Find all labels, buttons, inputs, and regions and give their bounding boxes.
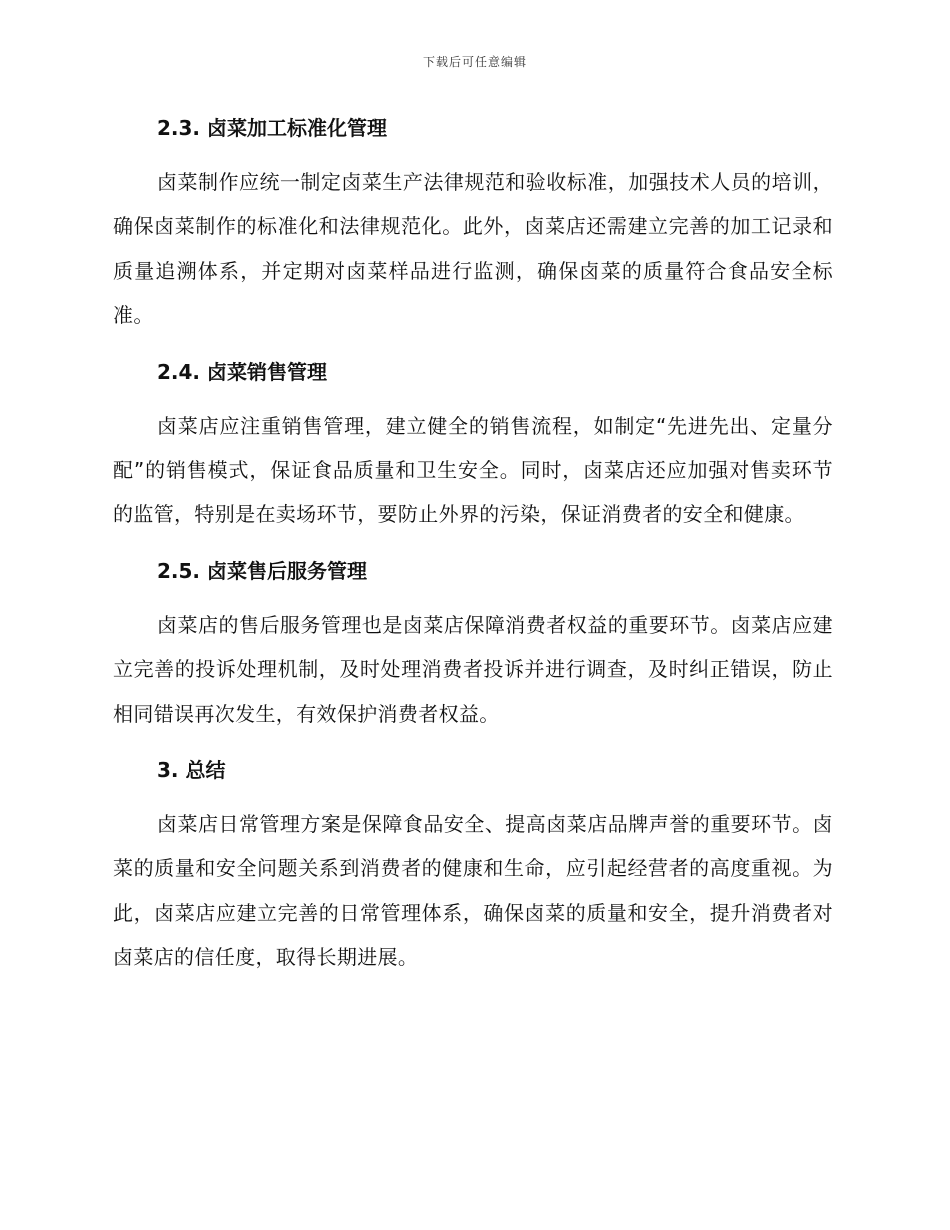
section-heading-3: 3. 总结 — [157, 758, 226, 783]
section-paragraph-2-3: 卤菜制作应统一制定卤菜生产法律规范和验收标准，加强技术人员的培训，确保卤菜制作的标准化和法律规范化。此外，卤菜店还需建立完善的加工记录和质量追溯体系，并定期对卤菜样品进行监测，确保卤菜的质量符合食品安全标准。 — [113, 170, 833, 328]
section-paragraph-3: 卤菜店日常管理方案是保障食品安全、提高卤菜店品牌声誉的重要环节。卤菜的质量和安全问题关系到消费者的健康和生命，应引起经营者的高度重视。为此，卤菜店应建立完善的日常管理体系，确保卤菜的质量和安全，提升消费者对卤菜店的信任度，取得长期进展。 — [113, 812, 833, 970]
section-heading-2-4: 2.4. 卤菜销售管理 — [157, 359, 327, 384]
section-paragraph-2-5: 卤菜店的售后服务管理也是卤菜店保障消费者权益的重要环节。卤菜店应建立完善的投诉处理机制，及时处理消费者投诉并进行调查，及时纠正错误，防止相同错误再次发生，有效保护消费者权益。 — [113, 612, 833, 726]
page-header: 下载后可任意编辑 — [422, 55, 527, 69]
section-heading-2-5: 2.5. 卤菜售后服务管理 — [157, 558, 367, 583]
section-paragraph-2-4: 卤菜店应注重销售管理，建立健全的销售流程，如制定“先进先出、定量分配”的销售模式，保证食品质量和卫生安全。同时，卤菜店还应加强对售卖环节的监管，特别是在卖场环节，要防止外界的污染，保证消费者的安全和健康。 — [113, 413, 833, 527]
section-heading-2-3: 2.3. 卤菜加工标准化管理 — [157, 116, 387, 140]
document-body — [113, 108, 833, 994]
